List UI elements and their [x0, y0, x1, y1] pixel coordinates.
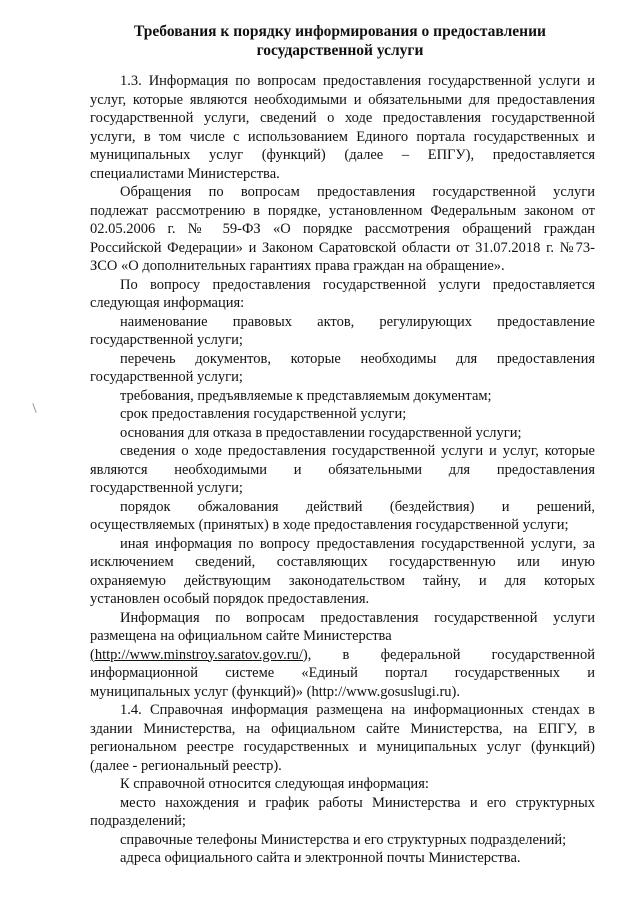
- title-line-2: государственной услуги: [256, 42, 424, 59]
- text-line: охраняемую действующим законодательством тайну, и для которых: [90, 572, 595, 589]
- text-line: перечень документов, которые необходимы для предоставления: [120, 350, 595, 367]
- text-line: требования, предъявляемые к представляемым документам;: [120, 387, 492, 404]
- link-line-rest: в федеральной государственной: [342, 646, 595, 663]
- text-line: государственной услуги;: [90, 369, 243, 385]
- text-line: следующая информация:: [90, 295, 245, 311]
- text-line: подлежат рассмотрению в порядке, установленном Федеральным законом от: [90, 202, 595, 219]
- text-line: муниципальных услуг (функций) (далее – ЕПГУ), предоставляется: [90, 147, 595, 163]
- text-line: исключением сведений, составляющих государственную или иную: [90, 554, 595, 570]
- text-line: являются необходимыми и обязательными для предоставления: [90, 461, 595, 478]
- text-line: региональном реестре государственных и муниципальных услуг (функций): [90, 739, 595, 755]
- text-line: Обращения по вопросам предоставления государственной услуги: [120, 184, 595, 200]
- text-line: Российской Федерации» и Законом Саратовской области от 31.07.2018 г. №73-: [90, 239, 595, 256]
- text-line: сведения о ходе предоставления государственной услуги и услуг, которые: [120, 443, 595, 459]
- text-line: здании Министерства, на официальном сайте Министерства, на ЕПГУ, в: [90, 720, 595, 737]
- text-line: адреса официального сайта и электронной почты Министерства.: [120, 850, 521, 866]
- text-line: государственной услуги;: [90, 332, 243, 348]
- text-line: место нахождения и график работы Министерства и его структурных: [120, 794, 595, 811]
- text-block-2: [90, 664, 595, 868]
- text-line: По вопросу предоставления государственной услуги предоставляется: [120, 276, 595, 293]
- text-line: порядок обжалования действий (бездействия) и решений,: [120, 498, 595, 515]
- document-body: [90, 72, 595, 868]
- document-title: [90, 22, 590, 60]
- text-line: ЗСО «О дополнительных гарантиях права граждан на обращение».: [90, 258, 505, 274]
- text-line: 1.4. Справочная информация размещена на информационных стендах в: [120, 702, 595, 718]
- text-line: (далее - региональный реестр).: [90, 757, 282, 774]
- text-block-1: [90, 72, 595, 646]
- text-line: срок предоставления государственной услуги;: [120, 406, 407, 422]
- text-line: государственной услуги, сведений о ходе предоставления государственной: [90, 110, 595, 126]
- text-line-link: [90, 646, 595, 665]
- text-line: К справочной относится следующая информация:: [120, 776, 429, 792]
- text-line: информационной системе «Единый портал государственных и: [90, 665, 595, 681]
- text-line: установлен особый порядок предоставления.: [90, 591, 370, 607]
- text-line: государственной услуги;: [90, 480, 243, 496]
- text-line: специалистами Министерства.: [90, 165, 280, 182]
- margin-pen-mark: [32, 403, 36, 413]
- title-line-1: Требования к порядку информирования о предоставлении: [134, 23, 546, 40]
- text-line: подразделений;: [90, 813, 186, 829]
- text-line: Информация по вопросам предоставления государственной услуги: [120, 609, 595, 626]
- text-line: 1.3. Информация по вопросам предоставления государственной услуги и: [120, 73, 595, 89]
- text-line: муниципальных услуг (функций)» (http://www.gosuslugi.ru).: [90, 683, 460, 700]
- text-line: справочные телефоны Министерства и его структурных подразделений;: [120, 831, 567, 848]
- text-line: осуществляемых (принятых) в ходе предоставления государственной услуги;: [90, 517, 569, 533]
- text-line: услуг, которые являются необходимыми и обязательными для предоставления: [90, 91, 595, 108]
- ministry-site-link[interactable]: (http://www.minstroy.saratov.gov.ru/),: [90, 646, 312, 663]
- text-line: 02.05.2006 г. № 59-ФЗ «О порядке рассмотрения обращений граждан: [90, 221, 595, 237]
- text-line: основания для отказа в предоставлении государственной услуги;: [120, 424, 522, 441]
- text-line: услуги, в том числе с использованием Единого портала государственных и: [90, 128, 595, 145]
- text-line: наименование правовых актов, регулирующих предоставление: [120, 313, 595, 330]
- text-line: иная информация по вопросу предоставления государственной услуги, за: [120, 535, 595, 552]
- text-line: размещена на официальном сайте Министерства: [90, 628, 392, 644]
